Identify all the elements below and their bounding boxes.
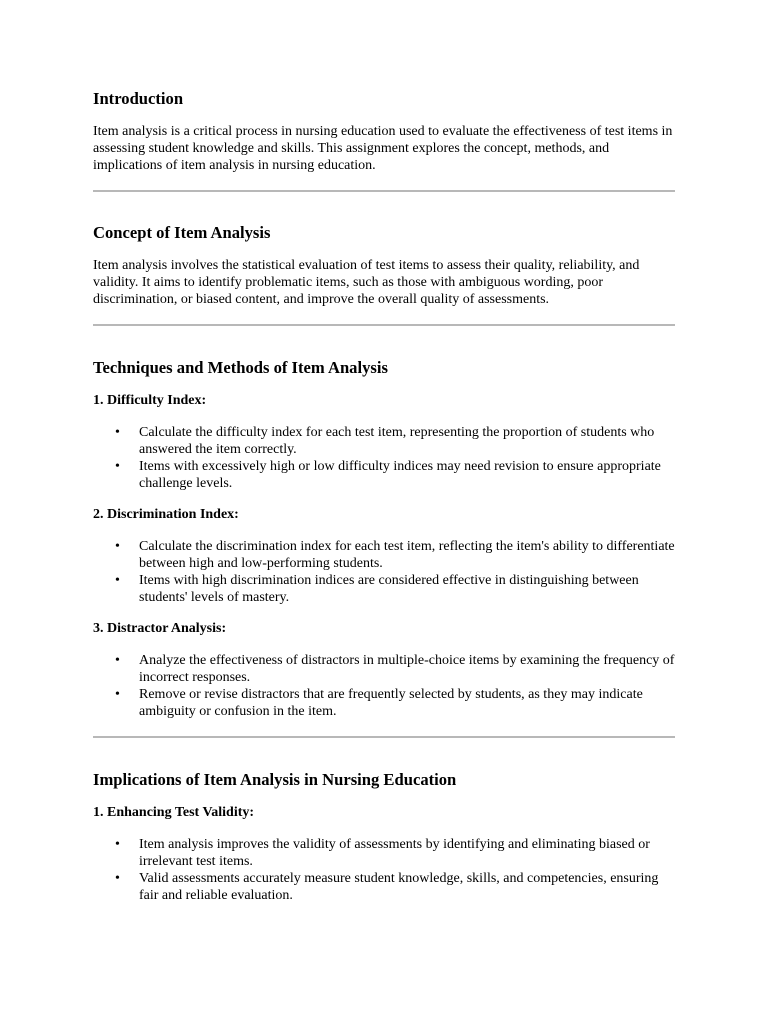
concept-section: [93, 192, 675, 308]
validity-list: [93, 836, 675, 904]
implications-heading: Implications of Item Analysis in Nursing Education: [93, 770, 457, 789]
document-page: [93, 0, 675, 918]
subsection-title-distractor: 3. Distractor Analysis:: [93, 621, 227, 636]
list-item: • Calculate the difficulty index for each test item, representing the proportion of students who answered the item correctly.: [93, 424, 675, 458]
techniques-heading: Techniques and Methods of Item Analysis: [93, 358, 388, 377]
subsection-title-discrimination: 2. Discrimination Index:: [93, 507, 239, 522]
concept-paragraph: Item analysis involves the statistical evaluation of test items to assess their quality, reliability, and validity. It aims to identify problematic items, such as those with ambiguous wording, poor discrimination, or biased content, and improve the overall quality of assessments.: [93, 258, 640, 307]
list-item: • Item analysis improves the validity of assessments by identifying and eliminating biased or irrelevant test items.: [93, 836, 675, 870]
introduction-paragraph: Item analysis is a critical process in nursing education used to evaluate the effectiveness of test items in assessing student knowledge and skills. This assignment explores the concept, methods, and implications of item analysis in nursing education.: [93, 124, 673, 173]
subsection-title-validity: 1. Enhancing Test Validity:: [93, 805, 255, 820]
techniques-section: [93, 326, 675, 720]
difficulty-list: [93, 424, 675, 492]
discrimination-list: [93, 538, 675, 606]
list-item: • Valid assessments accurately measure student knowledge, skills, and competencies, ensuring fair and reliable evaluation.: [93, 870, 675, 904]
subsection-title-difficulty: 1. Difficulty Index:: [93, 393, 207, 408]
list-item: • Remove or revise distractors that are frequently selected by students, as they may indicate ambiguity or confusion in the item.: [93, 686, 675, 720]
list-item: • Items with excessively high or low difficulty indices may need revision to ensure appropriate challenge levels.: [93, 458, 675, 492]
list-item: • Items with high discrimination indices are considered effective in distinguishing between students' levels of mastery.: [93, 572, 675, 606]
list-item: • Calculate the discrimination index for each test item, reflecting the item's ability to differentiate between high and low-performing students.: [93, 538, 675, 572]
introduction-heading: Introduction: [93, 89, 184, 108]
distractor-list: [93, 652, 675, 720]
implications-section: [93, 738, 675, 904]
list-item: • Analyze the effectiveness of distractors in multiple-choice items by examining the frequency of incorrect responses.: [93, 652, 675, 686]
concept-heading: Concept of Item Analysis: [93, 223, 271, 242]
introduction-section: [93, 0, 675, 174]
